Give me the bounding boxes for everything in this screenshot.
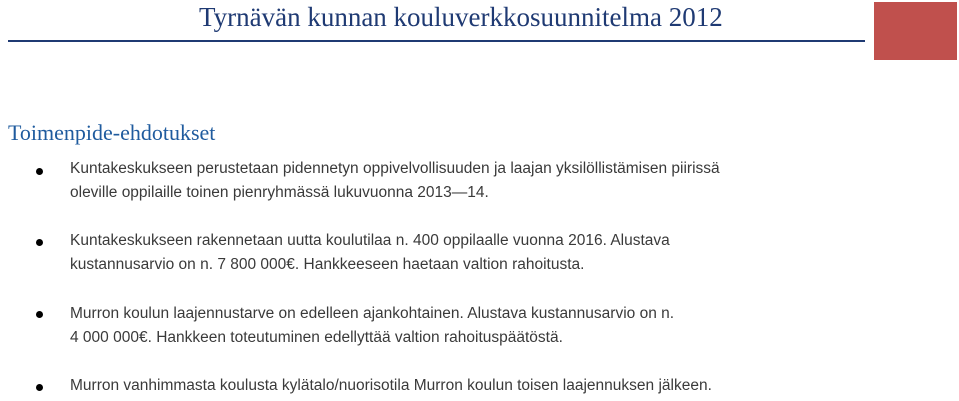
accent-square (874, 2, 957, 60)
title-divider (8, 40, 865, 42)
bullet-icon (36, 384, 43, 391)
page-title: Tyrnävän kunnan kouluverkkosuunnitelma 2012 (199, 2, 723, 32)
section-heading: Toimenpide-ehdotukset (8, 120, 216, 145)
list-item-line: Murron vanhimmasta koulusta kylätalo/nuorisotila Murron koulun toisen laajennuksen jälkeen. (70, 377, 712, 394)
bullet-icon (36, 311, 43, 318)
list-item-text (70, 374, 930, 398)
list-item-text (70, 229, 930, 277)
list-item-line: 4 000 000€. Hankkeen toteutuminen edellyttää valtion rahoituspäätöstä. (70, 329, 563, 346)
list-item-line: Kuntakeskukseen perustetaan pidennetyn oppivelvollisuuden ja laajan yksilöllistämisen piirissä (70, 160, 720, 177)
list-item-text (70, 302, 930, 350)
bullet-icon (36, 168, 43, 175)
list-item-line: kustannusarvio on n. 7 800 000€. Hankkeeseen haetaan valtion rahoitusta. (70, 256, 585, 273)
list-item-line: Murron koulun laajennustarve on edelleen ajankohtainen. Alustava kustannusarvio on n. (70, 305, 675, 322)
list-item-line: oleville oppilaille toinen pienryhmässä lukuvuonna 2013—14. (70, 184, 489, 201)
bullet-icon (36, 239, 43, 246)
list-item-text (70, 157, 930, 205)
list-item-line: Kuntakeskukseen rakennetaan uutta koulutilaa n. 400 oppilaalle vuonna 2016. Alustava (70, 232, 670, 249)
